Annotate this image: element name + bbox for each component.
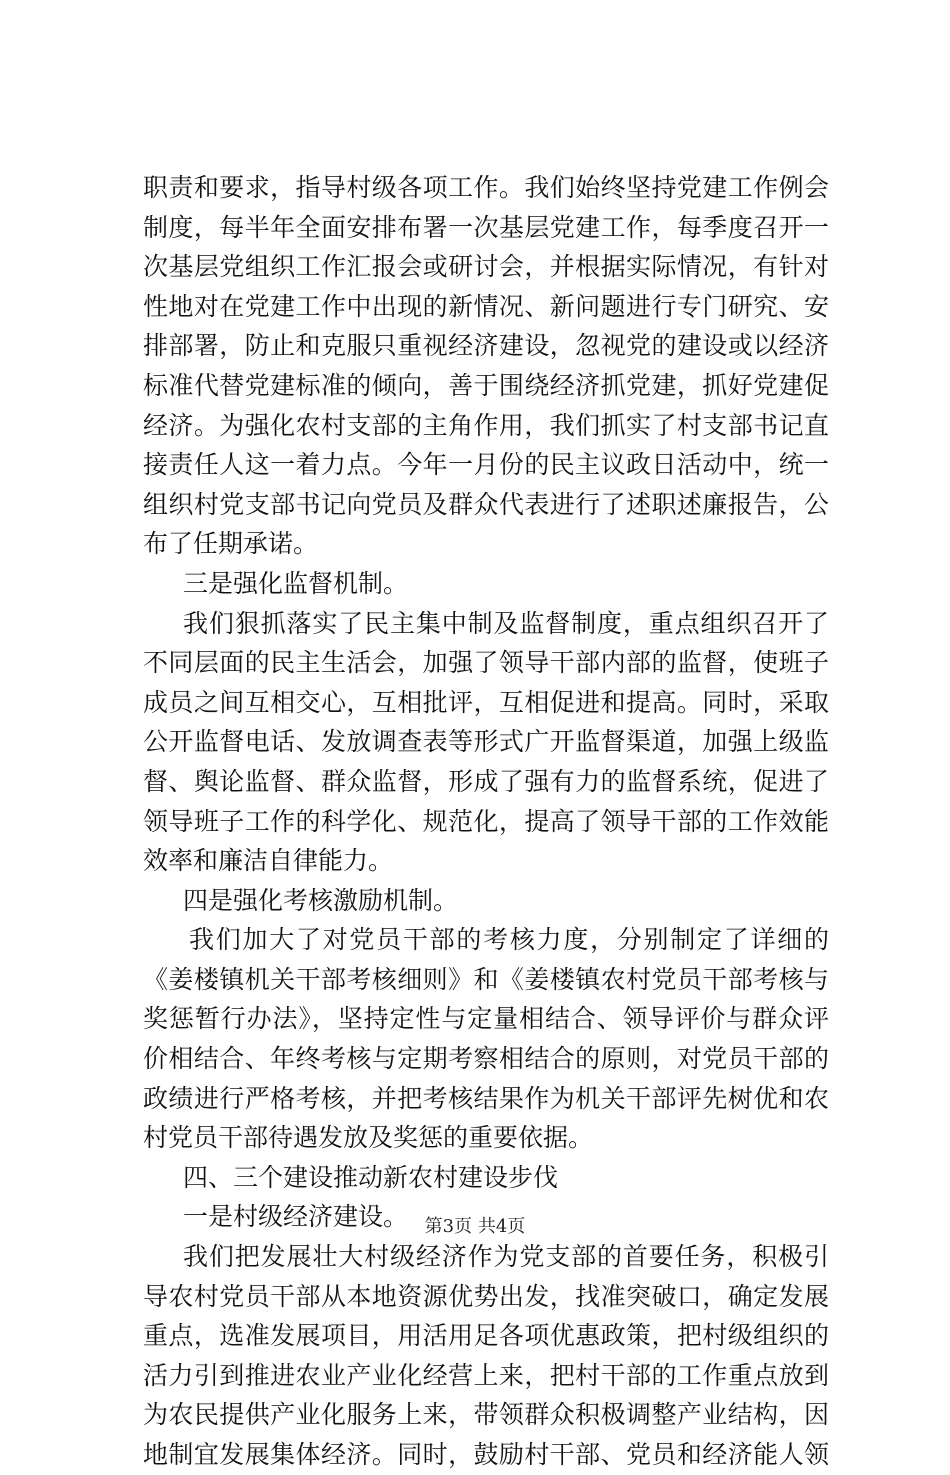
text-line: 村党员干部待遇发放及奖惩的重要依据。	[143, 1123, 594, 1153]
text-line: 接责任人这一着力点。今年一月份的民主议政日活动中，统一	[143, 450, 829, 480]
text-line: 经济。为强化农村支部的主角作用，我们抓实了村支部书记直	[143, 410, 829, 440]
text-line: 导农村党员干部从本地资源优势出发，找准突破口，确定发展	[143, 1281, 829, 1311]
text-line: 公开监督电话、发放调查表等形式广开监督渠道，加强上级监	[143, 727, 829, 757]
text-line: 我们狠抓落实了民主集中制及监督制度，重点组织召开了	[183, 608, 829, 638]
text-line: 布了任期承诺。	[143, 529, 319, 559]
text-line: 我们加大了对党员干部的考核力度，分别制定了详细的	[189, 925, 829, 955]
text-line: 地制宜发展集体经济。同时，鼓励村干部、党员和经济能人领	[143, 1440, 829, 1469]
text-line: 成员之间互相交心，互相批评，互相促进和提高。同时，采取	[143, 687, 829, 717]
text-line: 标准代替党建标准的倾向，善于围绕经济抓党建，抓好党建促	[143, 370, 829, 400]
text-line: 《姜楼镇机关干部考核细则》和《姜楼镇农村党员干部考核与	[143, 964, 829, 994]
text-line: 为农民提供产业化服务上来，带领群众积极调整产业结构，因	[143, 1400, 829, 1430]
body-text	[143, 168, 829, 1475]
text-line: 我们把发展壮大村级经济作为党支部的首要任务，积极引	[183, 1242, 829, 1272]
text-line: 活力引到推进农业产业化经营上来，把村干部的工作重点放到	[143, 1360, 829, 1390]
text-line: 次基层党组织工作汇报会或研讨会，并根据实际情况，有针对	[143, 252, 829, 282]
section-heading: 一是村级经济建设。	[183, 1202, 409, 1232]
text-line: 性地对在党建工作中出现的新情况、新问题进行专门研究、安	[143, 291, 829, 321]
text-line: 重点，选准发展项目，用活用足各项优惠政策，把村级组织的	[143, 1321, 829, 1351]
text-line: 组织村党支部书记向党员及群众代表进行了述职述廉报告，公	[143, 489, 829, 519]
text-line: 价相结合、年终考核与定期考察相结合的原则，对党员干部的	[143, 1044, 829, 1074]
section-heading: 四是强化考核激励机制。	[183, 885, 459, 915]
text-line: 排部署，防止和克服只重视经济建设，忽视党的建设或以经济	[143, 331, 829, 361]
section-heading: 四、三个建设推动新农村建设步伐	[183, 1162, 559, 1192]
text-line: 不同层面的民主生活会，加强了领导干部内部的监督，使班子	[143, 648, 829, 678]
section-heading: 三是强化监督机制。	[183, 568, 409, 598]
text-line: 职责和要求，指导村级各项工作。我们始终坚持党建工作例会	[143, 173, 829, 202]
text-line: 政绩进行严格考核，并把考核结果作为机关干部评先树优和农	[143, 1083, 829, 1113]
text-line: 领导班子工作的科学化、规范化，提高了领导干部的工作效能	[143, 806, 829, 836]
text-line: 奖惩暂行办法》，坚持定性与定量相结合、领导评价与群众评	[143, 1004, 829, 1034]
text-line: 督、舆论监督、群众监督，形成了强有力的监督系统，促进了	[143, 766, 829, 796]
text-line: 制度，每半年全面安排布署一次基层党建工作，每季度召开一	[143, 212, 829, 242]
page-footer: 第3页 共4页	[424, 1216, 526, 1237]
text-line: 效率和廉洁自律能力。	[143, 846, 394, 876]
